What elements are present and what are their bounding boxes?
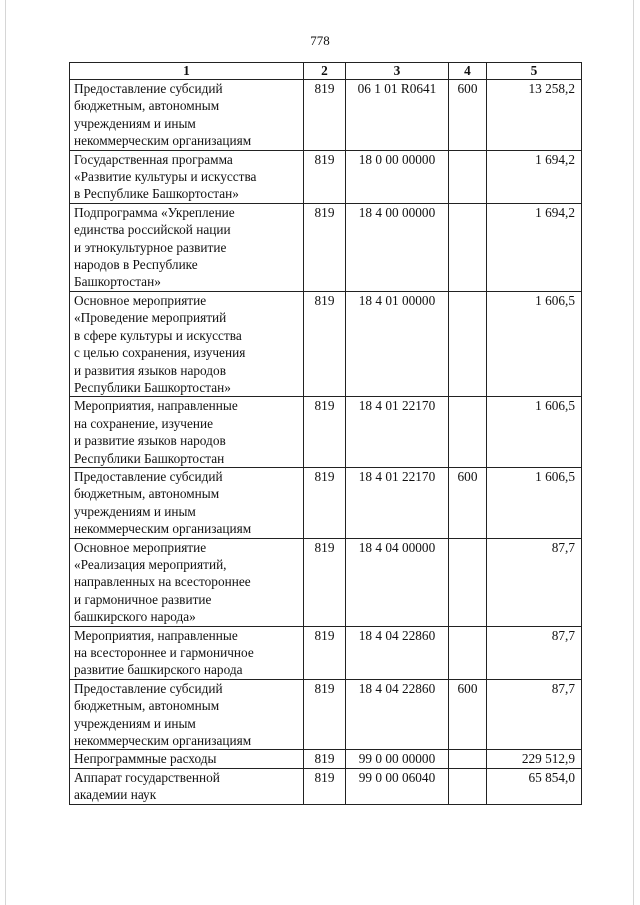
target-article-cell: 99 0 00 06040 <box>346 768 449 804</box>
expense-name-line: бюджетным, автономным <box>74 486 220 502</box>
table-row <box>70 467 582 538</box>
table-row <box>70 291 582 396</box>
amount-cell: 1 606,5 <box>487 467 582 538</box>
expense-name-line: бюджетным, автономным <box>74 698 220 714</box>
expense-name-cell <box>70 679 304 750</box>
table-row <box>70 150 582 203</box>
expense-name-line: некоммерческим организациям <box>74 521 252 537</box>
target-article-cell: 06 1 01 R0641 <box>346 80 449 151</box>
department-code-cell: 819 <box>304 768 346 804</box>
table-row <box>70 538 582 626</box>
department-code-cell: 819 <box>304 150 346 203</box>
expense-name-line: Государственная программа <box>74 151 233 167</box>
amount-cell: 87,7 <box>487 626 582 679</box>
expense-name-line: «Проведение мероприятий <box>74 310 227 326</box>
expense-name-line: некоммерческим организациям <box>74 733 252 749</box>
target-article-cell: 18 4 00 00000 <box>346 203 449 291</box>
expense-type-cell <box>449 291 487 396</box>
expense-name-cell <box>70 626 304 679</box>
expense-name-cell <box>70 203 304 291</box>
department-code-cell: 819 <box>304 750 346 768</box>
expense-name-cell <box>70 397 304 468</box>
expense-name-line: и гармоничное развитие <box>74 591 212 607</box>
expense-name-line: и этнокультурное развитие <box>74 239 227 255</box>
expense-name-line: «Развитие культуры и искусства <box>74 169 257 185</box>
department-code-cell: 819 <box>304 291 346 396</box>
department-code-cell: 819 <box>304 467 346 538</box>
expense-name-cell <box>70 467 304 538</box>
target-article-cell: 99 0 00 00000 <box>346 750 449 768</box>
amount-cell: 65 854,0 <box>487 768 582 804</box>
expense-type-cell <box>449 768 487 804</box>
expense-name-line: некоммерческим организациям <box>74 133 252 149</box>
target-article-cell: 18 4 01 00000 <box>346 291 449 396</box>
amount-cell: 13 258,2 <box>487 80 582 151</box>
table-header-row <box>70 63 582 80</box>
department-code-cell: 819 <box>304 80 346 151</box>
expense-name-line: башкирского народа» <box>74 609 196 625</box>
expense-type-cell <box>449 750 487 768</box>
expense-name-line: развитие башкирского народа <box>74 662 243 678</box>
amount-cell: 1 694,2 <box>487 150 582 203</box>
expense-name-line: «Реализация мероприятий, <box>74 556 227 572</box>
column-header-2: 2 <box>304 63 346 80</box>
expense-name-line: и развитие языков народов <box>74 433 226 449</box>
table-row <box>70 750 582 768</box>
expense-name-line: Республики Башкортостан» <box>74 379 231 395</box>
expense-name-line: в сфере культуры и искусства <box>74 327 242 343</box>
table-row <box>70 768 582 804</box>
expense-name-line: Аппарат государственной <box>74 769 220 785</box>
expense-name-line: Предоставление субсидий <box>74 81 223 96</box>
expense-name-line: на сохранение, изучение <box>74 415 214 431</box>
column-header-5: 5 <box>487 63 582 80</box>
expense-name-line: Подпрограмма «Укрепление <box>74 204 235 220</box>
expense-name-line: с целью сохранения, изучения <box>74 345 246 361</box>
expense-name-line: на всестороннее и гармоничное <box>74 645 254 660</box>
target-article-cell: 18 4 01 22170 <box>346 467 449 538</box>
expense-name-line: направленных на всестороннее <box>74 574 251 590</box>
target-article-cell: 18 4 04 22860 <box>346 679 449 750</box>
expense-name-line: учреждениям и иным <box>74 115 196 131</box>
page-edge-right <box>633 0 634 905</box>
amount-cell: 1 606,5 <box>487 397 582 468</box>
page-edge-left <box>5 0 6 905</box>
department-code-cell: 819 <box>304 679 346 750</box>
expense-name-cell <box>70 80 304 151</box>
expense-name-line: Предоставление субсидий <box>74 680 223 696</box>
amount-cell: 229 512,9 <box>487 750 582 768</box>
expense-name-cell <box>70 291 304 396</box>
expense-name-line: в Республике Башкортостан» <box>74 186 239 202</box>
budget-table <box>69 62 582 805</box>
expense-name-line: Мероприятия, направленные <box>74 627 238 643</box>
expense-name-line: Мероприятия, направленные <box>74 398 238 414</box>
expense-name-cell <box>70 768 304 804</box>
expense-type-cell: 600 <box>449 80 487 151</box>
table-row <box>70 80 582 151</box>
expense-name-line: Башкортостан» <box>74 274 161 290</box>
expense-name-line: учреждениям и иным <box>74 715 196 731</box>
expense-name-line: и развития языков народов <box>74 362 226 378</box>
expense-name-line: Предоставление субсидий <box>74 468 223 484</box>
department-code-cell: 819 <box>304 203 346 291</box>
expense-name-line: Республики Башкортостан <box>74 450 225 466</box>
expense-name-cell <box>70 538 304 626</box>
column-header-3: 3 <box>346 63 449 80</box>
expense-name-cell <box>70 150 304 203</box>
expense-type-cell <box>449 626 487 679</box>
amount-cell: 1 694,2 <box>487 203 582 291</box>
expense-type-cell <box>449 397 487 468</box>
expense-type-cell <box>449 150 487 203</box>
expense-name-line: Основное мероприятие <box>74 292 207 308</box>
expense-name-line: Непрограммные расходы <box>74 751 217 767</box>
department-code-cell: 819 <box>304 626 346 679</box>
table-row <box>70 397 582 468</box>
target-article-cell: 18 4 04 22860 <box>346 626 449 679</box>
expense-type-cell <box>449 538 487 626</box>
table-row <box>70 203 582 291</box>
amount-cell: 87,7 <box>487 679 582 750</box>
target-article-cell: 18 0 00 00000 <box>346 150 449 203</box>
column-header-1: 1 <box>70 63 304 80</box>
department-code-cell: 819 <box>304 397 346 468</box>
column-header-4: 4 <box>449 63 487 80</box>
expense-type-cell <box>449 203 487 291</box>
expense-name-cell <box>70 750 304 768</box>
expense-name-line: единства российской нации <box>74 222 231 238</box>
amount-cell: 87,7 <box>487 538 582 626</box>
expense-type-cell: 600 <box>449 679 487 750</box>
target-article-cell: 18 4 04 00000 <box>346 538 449 626</box>
expense-type-cell: 600 <box>449 467 487 538</box>
expense-name-line: народов в Республике <box>74 257 198 273</box>
amount-cell: 1 606,5 <box>487 291 582 396</box>
expense-name-line: бюджетным, автономным <box>74 98 220 114</box>
expense-name-line: академии наук <box>74 787 157 803</box>
expense-name-line: учреждениям и иным <box>74 503 196 519</box>
table-row <box>70 626 582 679</box>
department-code-cell: 819 <box>304 538 346 626</box>
expense-name-line: Основное мероприятие <box>74 539 207 555</box>
table-row <box>70 679 582 750</box>
target-article-cell: 18 4 01 22170 <box>346 397 449 468</box>
page-number: 778 <box>310 33 330 48</box>
